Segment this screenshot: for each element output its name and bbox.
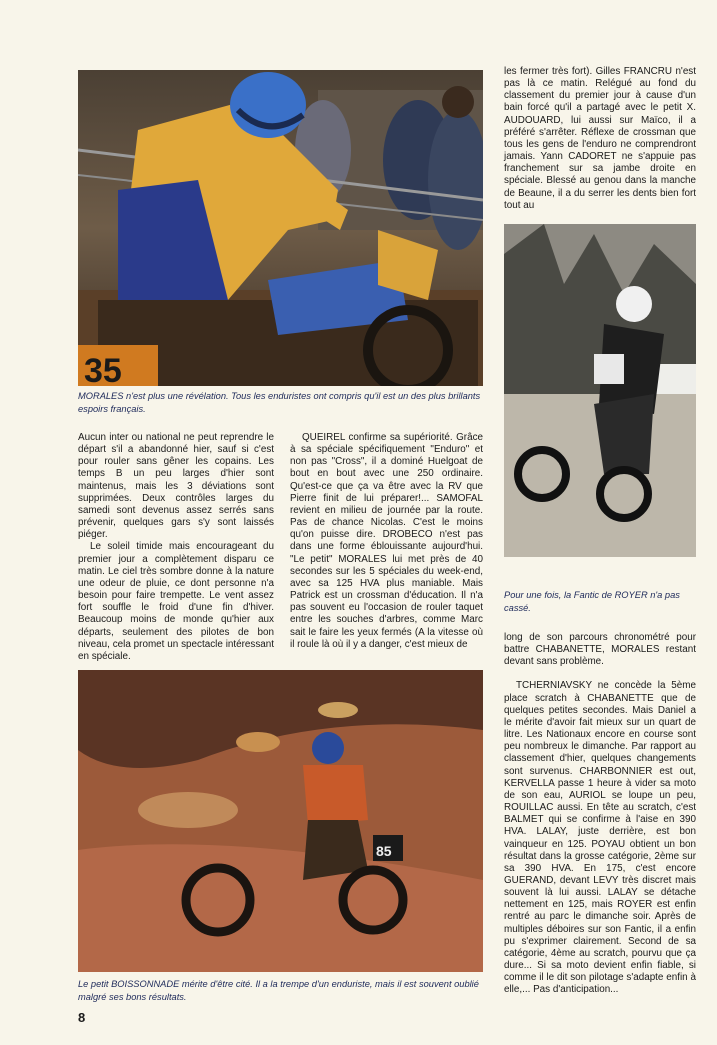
article-paragraph: Le soleil timide mais encourageant du premier jour a complètement disparu ce matin. Le ciel très sombre donne à la nature une odeur de pluie, ce dont personne n'a besoin pour faire trempette. Le vent assez fort souffle le froid d'une fin d'hiver. Beaucoup moins de monde qu'hier aux départs, seulement des pilotes de bon niveau, cela promet un spectacle intéressant en spéciale. — [78, 541, 274, 662]
article-paragraph: les fermer très fort). Gilles FRANCRU n'est pas là ce matin. Relégué au fond du classement du premier jour à cause d'un bain forcé qu'il a partagé avec le petit X. AUDOUARD, lui aussi sur Maïco, il a préféré s'arrêter. Réflexe de crossman que tous les gens de l'enduro ne comprendront jamais. Yann CADORET ne s'appuie pas franchement sur sa jambe droite en spéciale. Blessé au genou dans la manche de Beaune, il a du serrer les dents bien fort tout au — [504, 66, 696, 211]
article-column-3-bottom — [504, 632, 696, 997]
bike-number-bottom: 85 — [376, 843, 392, 859]
caption-right: Pour une fois, la Fantic de ROYER n'a pas cassé. — [504, 590, 680, 613]
article-column-1 — [78, 432, 274, 663]
caption-bottom: Le petit BOISSONNADE mérite d'être cité. Il a la trempe d'un enduriste, mais il est souvent oublié malgré ses bons résultats. — [78, 979, 479, 1002]
bike-number-top: 35 — [84, 352, 122, 386]
photo-royer — [504, 224, 696, 557]
page-number: 8 — [78, 1010, 86, 1025]
article-column-2 — [290, 432, 483, 651]
article-paragraph: Aucun inter ou national ne peut reprendre le départ s'il a abandonné hier, sauf si c'est pour rouler sans gêner les copains. Les temps B un peu larges d'hier sont maintenus, mais les 3 déviations sont supprimées. Deux contrôles larges du samedi sont devenus assez serrés sans prévenir, quelques gars s'y sont laissés piéger. — [78, 432, 274, 541]
photo-boissonnade — [78, 670, 483, 972]
article-paragraph: long de son parcours chronométré pour battre CHABANETTE, MORALES restant devant sans problème. — [504, 632, 696, 668]
article-paragraph: TCHERNIAVSKY ne concède la 5ème place scratch à CHABANETTE que de quelques petites secondes. Mais Daniel a le mérite d'avoir fait mieux sur un quart de litre. Les Nationaux encore en course sont peu nombreux le dimanche. Par rapport au classement d'hier, quelques changements sont survenus. CHARBONNIER est out, KERVELLA passe 1 heure à vider sa moto de son eau, AURIOL se loupe un peu, ROUILLAC aussi. En tête au scratch, c'est BALMET qui se confirme à l'aise en 390 HVA. LALAY, juste derrière, est bon vainqueur en 125. POYAU obtient un bon résultat dans la grosse catégorie, 2ème sur sa 390 HVA. En 175, c'est encore GUERAND, devant LEVY très discret mais souvent là lui aussi. LALAY se détache nettement en 125, mais ROYER est enfin rentré au parc le dimanche soir. Après de multiples déboires sur son Fantic, il a enfin pu s'exprimer clairement. Second de sa catégorie, 4ème au scratch, pourvu que ça dure... Si sa moto devient enfin fiable, si comme il le dit son pilotage s'adapte enfin à elle,... Pas d'anticipation... — [504, 680, 696, 996]
article-column-3-top — [504, 66, 696, 212]
article-paragraph: QUEIREL confirme sa supériorité. Grâce à sa spéciale spécifiquement "Enduro" et non pas "Cross", il a dominé Huelgoat de bout en bout avec une 250 ordinaire. Qu'est-ce que ça va être avec la RV que Pierre finit de lui préparer!... SAMOFAL revient en milieu de journée par la route. Pas de chance Nicolas. C'est le moins qu'on puisse dire. DROBECO n'est pas dans une forme éblouissante aujourd'hui. "Le petit" MORALES lui met près de 40 secondes sur les 5 spéciales du week-end, avec sa 125 HVA plus maniable. Mais Patrick est un crossman d'éducation. Il n'a pas souvent eu l'occasion de rouler taquet entre les souches d'arbres, comme Marc sait le faire les yeux fermés (A la vitesse où il roule là où il y a danger, c'est mieux de — [290, 432, 483, 650]
caption-top: MORALES n'est plus une révélation. Tous les enduristes ont compris qu'il est un des plus brillants espoirs français. — [78, 391, 481, 414]
photo-morales — [78, 70, 483, 386]
